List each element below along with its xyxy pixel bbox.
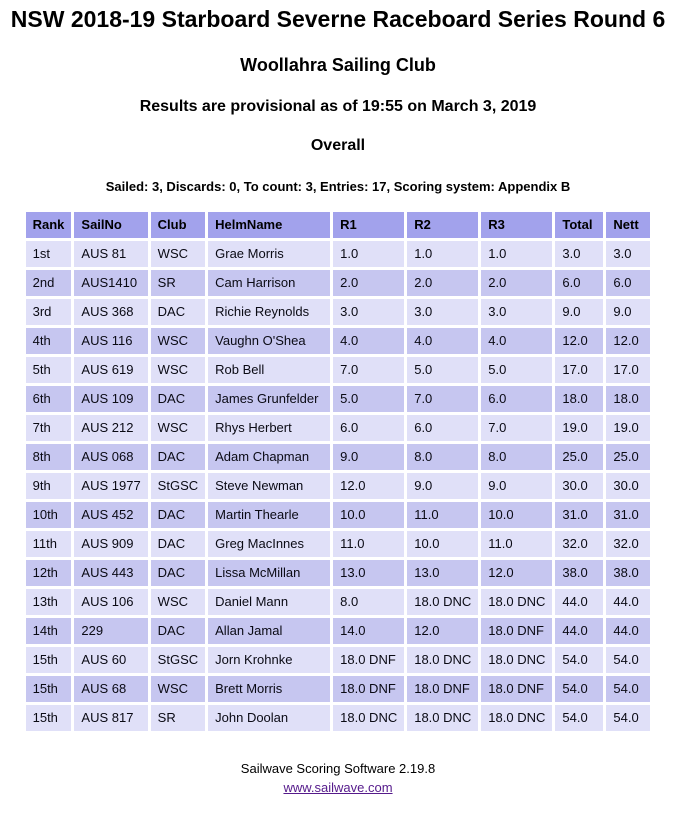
cell-club: WSC: [151, 241, 205, 267]
cell-club: WSC: [151, 676, 205, 702]
cell-r1: 2.0: [333, 270, 404, 296]
table-row: [26, 241, 651, 267]
cell-rank: 15th: [26, 676, 72, 702]
cell-total: 12.0: [555, 328, 603, 354]
cell-club: WSC: [151, 415, 205, 441]
cell-sailno: AUS 60: [74, 647, 147, 673]
table-row: [26, 328, 651, 354]
results-table-body: [26, 241, 651, 731]
cell-r1: 10.0: [333, 502, 404, 528]
cell-sailno: AUS 619: [74, 357, 147, 383]
column-header-r2: R2: [407, 212, 478, 238]
cell-total: 9.0: [555, 299, 603, 325]
cell-nett: 3.0: [606, 241, 650, 267]
cell-helmname: Cam Harrison: [208, 270, 330, 296]
column-header-nett: Nett: [606, 212, 650, 238]
table-row: [26, 386, 651, 412]
cell-rank: 10th: [26, 502, 72, 528]
cell-club: DAC: [151, 386, 205, 412]
cell-sailno: AUS 81: [74, 241, 147, 267]
table-row: [26, 531, 651, 557]
cell-total: 31.0: [555, 502, 603, 528]
cell-rank: 3rd: [26, 299, 72, 325]
table-row: [26, 444, 651, 470]
cell-helmname: Martin Thearle: [208, 502, 330, 528]
software-credit: Sailwave Scoring Software 2.19.8: [240, 761, 436, 776]
column-header-rank: Rank: [26, 212, 72, 238]
cell-r2: 1.0: [407, 241, 478, 267]
cell-r3: 1.0: [481, 241, 552, 267]
cell-r2: 2.0: [407, 270, 478, 296]
cell-r1: 18.0 DNF: [333, 676, 404, 702]
cell-total: 54.0: [555, 647, 603, 673]
table-row: [26, 357, 651, 383]
table-row: [26, 502, 651, 528]
cell-r3: 10.0: [481, 502, 552, 528]
cell-nett: 38.0: [606, 560, 650, 586]
cell-r2: 18.0 DNC: [407, 589, 478, 615]
cell-helmname: Grae Morris: [208, 241, 330, 267]
cell-r2: 7.0: [407, 386, 478, 412]
cell-rank: 7th: [26, 415, 72, 441]
cell-club: StGSC: [151, 473, 205, 499]
cell-total: 32.0: [555, 531, 603, 557]
cell-helmname: Richie Reynolds: [208, 299, 330, 325]
cell-total: 38.0: [555, 560, 603, 586]
cell-r2: 8.0: [407, 444, 478, 470]
table-row: [26, 676, 651, 702]
cell-helmname: Daniel Mann: [208, 589, 330, 615]
cell-club: SR: [151, 270, 205, 296]
cell-r1: 4.0: [333, 328, 404, 354]
cell-r3: 12.0: [481, 560, 552, 586]
cell-nett: 6.0: [606, 270, 650, 296]
cell-total: 30.0: [555, 473, 603, 499]
cell-club: DAC: [151, 618, 205, 644]
table-row: [26, 618, 651, 644]
column-header-club: Club: [151, 212, 205, 238]
cell-r1: 3.0: [333, 299, 404, 325]
cell-total: 3.0: [555, 241, 603, 267]
cell-total: 17.0: [555, 357, 603, 383]
sailwave-link[interactable]: www.sailwave.com: [283, 780, 393, 795]
cell-sailno: 229: [74, 618, 147, 644]
cell-r1: 13.0: [333, 560, 404, 586]
cell-total: 54.0: [555, 676, 603, 702]
cell-helmname: Lissa McMillan: [208, 560, 330, 586]
cell-total: 25.0: [555, 444, 603, 470]
cell-rank: 1st: [26, 241, 72, 267]
cell-nett: 54.0: [606, 705, 650, 731]
cell-nett: 12.0: [606, 328, 650, 354]
cell-sailno: AUS 109: [74, 386, 147, 412]
cell-rank: 12th: [26, 560, 72, 586]
column-header-sailno: SailNo: [74, 212, 147, 238]
cell-r1: 18.0 DNF: [333, 647, 404, 673]
cell-r1: 11.0: [333, 531, 404, 557]
cell-sailno: AUS 068: [74, 444, 147, 470]
cell-helmname: Vaughn O'Shea: [208, 328, 330, 354]
column-header-r3: R3: [481, 212, 552, 238]
cell-r3: 4.0: [481, 328, 552, 354]
cell-rank: 6th: [26, 386, 72, 412]
cell-r2: 9.0: [407, 473, 478, 499]
cell-r1: 12.0: [333, 473, 404, 499]
table-row: [26, 705, 651, 731]
cell-nett: 30.0: [606, 473, 650, 499]
cell-nett: 31.0: [606, 502, 650, 528]
cell-rank: 15th: [26, 705, 72, 731]
cell-club: DAC: [151, 444, 205, 470]
cell-nett: 18.0: [606, 386, 650, 412]
cell-r3: 18.0 DNC: [481, 705, 552, 731]
cell-nett: 17.0: [606, 357, 650, 383]
cell-rank: 2nd: [26, 270, 72, 296]
table-row: [26, 589, 651, 615]
cell-sailno: AUS 1977: [74, 473, 147, 499]
cell-r3: 18.0 DNC: [481, 589, 552, 615]
table-row: [26, 299, 651, 325]
cell-helmname: Allan Jamal: [208, 618, 330, 644]
cell-rank: 15th: [26, 647, 72, 673]
cell-helmname: Adam Chapman: [208, 444, 330, 470]
cell-r3: 5.0: [481, 357, 552, 383]
cell-nett: 54.0: [606, 647, 650, 673]
cell-r3: 9.0: [481, 473, 552, 499]
cell-club: DAC: [151, 299, 205, 325]
cell-rank: 11th: [26, 531, 72, 557]
cell-helmname: John Doolan: [208, 705, 330, 731]
cell-club: WSC: [151, 357, 205, 383]
cell-r3: 11.0: [481, 531, 552, 557]
cell-club: DAC: [151, 502, 205, 528]
cell-club: StGSC: [151, 647, 205, 673]
cell-sailno: AUS 443: [74, 560, 147, 586]
table-header-row: [26, 212, 651, 238]
cell-sailno: AUS 116: [74, 328, 147, 354]
cell-r2: 18.0 DNF: [407, 676, 478, 702]
cell-r1: 6.0: [333, 415, 404, 441]
series-summary: Sailed: 3, Discards: 0, To count: 3, Entries: 17, Scoring system: Appendix B: [105, 179, 571, 194]
table-row: [26, 415, 651, 441]
cell-sailno: AUS 452: [74, 502, 147, 528]
cell-helmname: James Grunfelder: [208, 386, 330, 412]
cell-nett: 32.0: [606, 531, 650, 557]
cell-sailno: AUS 68: [74, 676, 147, 702]
cell-nett: 25.0: [606, 444, 650, 470]
cell-nett: 44.0: [606, 589, 650, 615]
cell-helmname: Steve Newman: [208, 473, 330, 499]
cell-rank: 8th: [26, 444, 72, 470]
cell-sailno: AUS 106: [74, 589, 147, 615]
cell-r1: 18.0 DNC: [333, 705, 404, 731]
provisional-note: Results are provisional as of 19:55 on March 3, 2019: [139, 98, 537, 115]
cell-r3: 18.0 DNF: [481, 676, 552, 702]
column-header-r1: R1: [333, 212, 404, 238]
cell-total: 44.0: [555, 589, 603, 615]
table-row: [26, 560, 651, 586]
cell-sailno: AUS 368: [74, 299, 147, 325]
cell-total: 54.0: [555, 705, 603, 731]
column-header-helmname: HelmName: [208, 212, 330, 238]
cell-r2: 18.0 DNC: [407, 647, 478, 673]
cell-nett: 54.0: [606, 676, 650, 702]
cell-rank: 5th: [26, 357, 72, 383]
cell-helmname: Brett Morris: [208, 676, 330, 702]
cell-club: DAC: [151, 531, 205, 557]
cell-r2: 3.0: [407, 299, 478, 325]
cell-r3: 8.0: [481, 444, 552, 470]
cell-r3: 6.0: [481, 386, 552, 412]
cell-r1: 5.0: [333, 386, 404, 412]
cell-r2: 11.0: [407, 502, 478, 528]
cell-r3: 18.0 DNC: [481, 647, 552, 673]
cell-club: DAC: [151, 560, 205, 586]
cell-r1: 8.0: [333, 589, 404, 615]
cell-r2: 18.0 DNC: [407, 705, 478, 731]
results-table: [23, 209, 654, 734]
cell-r2: 4.0: [407, 328, 478, 354]
cell-helmname: Rob Bell: [208, 357, 330, 383]
cell-total: 44.0: [555, 618, 603, 644]
cell-club: WSC: [151, 328, 205, 354]
cell-sailno: AUS 212: [74, 415, 147, 441]
cell-rank: 4th: [26, 328, 72, 354]
cell-r2: 5.0: [407, 357, 478, 383]
cell-nett: 19.0: [606, 415, 650, 441]
cell-nett: 44.0: [606, 618, 650, 644]
table-row: [26, 270, 651, 296]
cell-helmname: Greg MacInnes: [208, 531, 330, 557]
cell-total: 6.0: [555, 270, 603, 296]
cell-rank: 14th: [26, 618, 72, 644]
cell-r2: 13.0: [407, 560, 478, 586]
results-page: [0, 6, 676, 813]
cell-r1: 14.0: [333, 618, 404, 644]
cell-helmname: Rhys Herbert: [208, 415, 330, 441]
cell-club: WSC: [151, 589, 205, 615]
venue-name: Woollahra Sailing Club: [240, 55, 436, 75]
cell-rank: 9th: [26, 473, 72, 499]
column-header-total: Total: [555, 212, 603, 238]
page-footer: [0, 759, 676, 813]
cell-r3: 3.0: [481, 299, 552, 325]
cell-helmname: Jorn Krohnke: [208, 647, 330, 673]
cell-r3: 7.0: [481, 415, 552, 441]
cell-total: 19.0: [555, 415, 603, 441]
table-row: [26, 473, 651, 499]
cell-rank: 13th: [26, 589, 72, 615]
table-row: [26, 647, 651, 673]
cell-r2: 12.0: [407, 618, 478, 644]
cell-r3: 2.0: [481, 270, 552, 296]
cell-total: 18.0: [555, 386, 603, 412]
cell-club: SR: [151, 705, 205, 731]
cell-sailno: AUS 909: [74, 531, 147, 557]
cell-sailno: AUS1410: [74, 270, 147, 296]
cell-r1: 9.0: [333, 444, 404, 470]
cell-r3: 18.0 DNF: [481, 618, 552, 644]
cell-r2: 6.0: [407, 415, 478, 441]
cell-nett: 9.0: [606, 299, 650, 325]
cell-r1: 1.0: [333, 241, 404, 267]
cell-r2: 10.0: [407, 531, 478, 557]
page-title: NSW 2018-19 Starboard Severne Raceboard Series Round 6: [10, 6, 666, 32]
cell-r1: 7.0: [333, 357, 404, 383]
cell-sailno: AUS 817: [74, 705, 147, 731]
section-heading: Overall: [310, 137, 366, 154]
